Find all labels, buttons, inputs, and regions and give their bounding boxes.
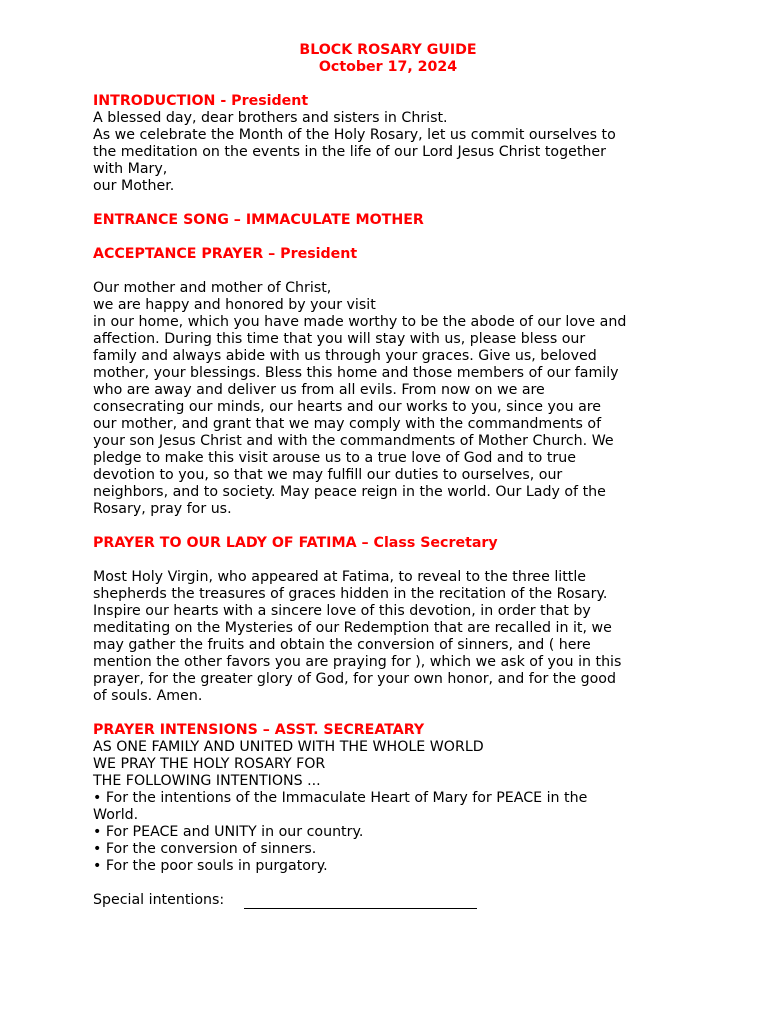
title-block xyxy=(93,42,683,76)
introduction-text xyxy=(93,110,683,195)
acceptance-prayer-line: Our mother and mother of Christ, xyxy=(93,280,332,296)
fatima-prayer-line: of souls. Amen. xyxy=(93,688,203,704)
intentions-line: THE FOLLOWING INTENTIONS ... xyxy=(93,773,321,789)
fatima-prayer-line: mention the other favors you are praying for ), which we ask of you in this xyxy=(93,654,622,670)
document-date: October 17, 2024 xyxy=(318,59,458,75)
intentions-line: WE PRAY THE HOLY ROSARY FOR xyxy=(93,756,326,772)
acceptance-prayer-line: mother, your blessings. Bless this home and those members of our family xyxy=(93,365,619,381)
fatima-prayer-text xyxy=(93,569,683,705)
intentions-line: AS ONE FAMILY AND UNITED WITH THE WHOLE WORLD xyxy=(93,739,484,755)
acceptance-prayer-line: pledge to make this visit arouse us to a true love of God and to true xyxy=(93,450,576,466)
fatima-prayer-line: prayer, for the greater glory of God, for your own honor, and for the good xyxy=(93,671,616,687)
entrance-song-heading: ENTRANCE SONG – IMMACULATE MOTHER xyxy=(93,212,424,228)
document-page xyxy=(93,42,683,909)
special-intentions-label: Special intentions: xyxy=(93,892,225,908)
intention-bullet-continued: World. xyxy=(93,807,139,823)
intention-bullet: • For the conversion of sinners. xyxy=(93,841,317,857)
intentions-heading: PRAYER INTENSIONS – ASST. SECREATARY xyxy=(93,722,425,738)
intention-bullet: • For the intentions of the Immaculate Heart of Mary for PEACE in the xyxy=(93,790,588,806)
introduction-heading: INTRODUCTION - President xyxy=(93,93,309,109)
introduction-line: the meditation on the events in the life of our Lord Jesus Christ together xyxy=(93,144,606,160)
introduction-line: our Mother. xyxy=(93,178,175,194)
acceptance-prayer-line: devotion to you, so that we may fulfill our duties to ourselves, our xyxy=(93,467,563,483)
acceptance-prayer-line: family and always abide with us through your graces. Give us, beloved xyxy=(93,348,597,364)
intention-bullet: • For the poor souls in purgatory. xyxy=(93,858,328,874)
introduction-line: As we celebrate the Month of the Holy Rosary, let us commit ourselves to xyxy=(93,127,616,143)
acceptance-prayer-line: consecrating our minds, our hearts and our works to you, since you are xyxy=(93,399,602,415)
fatima-prayer-line: Inspire our hearts with a sincere love of this devotion, in order that by xyxy=(93,603,591,619)
document-title: BLOCK ROSARY GUIDE xyxy=(299,42,477,58)
acceptance-prayer-line: neighbors, and to society. May peace reign in the world. Our Lady of the xyxy=(93,484,606,500)
fatima-prayer-line: Most Holy Virgin, who appeared at Fatima, to reveal to the three little xyxy=(93,569,587,585)
intention-bullet: • For PEACE and UNITY in our country. xyxy=(93,824,364,840)
introduction-line: A blessed day, dear brothers and sisters in Christ. xyxy=(93,110,448,126)
fatima-prayer-line: shepherds the treasures of graces hidden in the recitation of the Rosary. xyxy=(93,586,608,602)
intentions-text xyxy=(93,739,683,875)
introduction-line: with Mary, xyxy=(93,161,168,177)
acceptance-prayer-line: in our home, which you have made worthy to be the abode of our love and xyxy=(93,314,627,330)
acceptance-prayer-line: we are happy and honored by your visit xyxy=(93,297,376,313)
special-intentions-blank xyxy=(244,896,477,909)
fatima-prayer-line: may gather the fruits and obtain the conversion of sinners, and ( here xyxy=(93,637,591,653)
fatima-prayer-line: meditating on the Mysteries of our Redemption that are recalled in it, we xyxy=(93,620,612,636)
acceptance-prayer-line: affection. During this time that you will stay with us, please bless our xyxy=(93,331,586,347)
fatima-prayer-heading: PRAYER TO OUR LADY OF FATIMA – Class Secretary xyxy=(93,535,498,551)
acceptance-prayer-line: who are away and deliver us from all evils. From now on we are xyxy=(93,382,545,398)
acceptance-prayer-line: your son Jesus Christ and with the commandments of Mother Church. We xyxy=(93,433,614,449)
special-intentions-row xyxy=(93,892,683,909)
acceptance-prayer-heading: ACCEPTANCE PRAYER – President xyxy=(93,246,358,262)
acceptance-prayer-line: our mother, and grant that we may comply with the commandments of xyxy=(93,416,602,432)
acceptance-prayer-text xyxy=(93,280,683,518)
acceptance-prayer-line: Rosary, pray for us. xyxy=(93,501,232,517)
